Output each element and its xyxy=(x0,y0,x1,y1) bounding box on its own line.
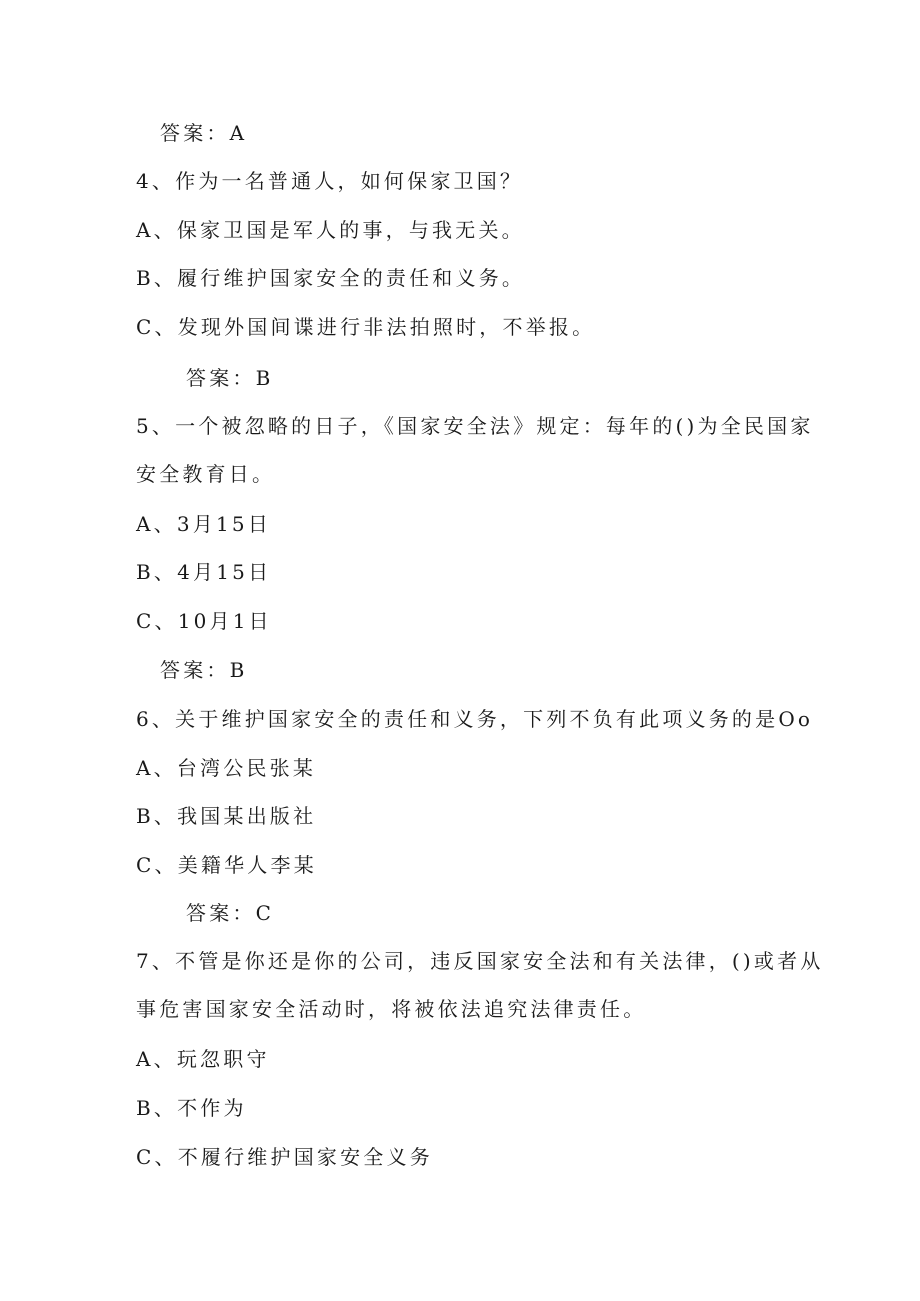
option-line: B、不作为 xyxy=(136,1096,247,1120)
option-line: C、发现外国间谍进行非法拍照时，不举报。 xyxy=(136,315,596,339)
option-line: A、保家卫国是军人的事，与我无关。 xyxy=(136,218,525,242)
option-line: B、4月15日 xyxy=(136,560,272,584)
question-7-continued: 事危害国家安全活动时，将被依法追究法律责任。 xyxy=(136,997,647,1021)
question-7: 7、不管是你还是你的公司，违反国家安全法和有关法律，()或者从 xyxy=(136,949,824,973)
option-line: C、10月1日 xyxy=(136,609,272,633)
answer-line: 答案：B xyxy=(160,658,248,682)
question-6: 6、关于维护国家安全的责任和义务，下列不负有此项义务的是Oo xyxy=(136,707,814,731)
answer-line: 答案：B xyxy=(186,366,274,390)
option-line: B、履行维护国家安全的责任和义务。 xyxy=(136,266,526,290)
answer-line: 答案：C xyxy=(186,901,275,925)
question-5: 5、一个被忽略的日子，《国家安全法》规定：每年的()为全民国家 xyxy=(136,414,814,438)
option-line: B、我国某出版社 xyxy=(136,804,317,828)
option-line: A、3月15日 xyxy=(136,512,272,536)
option-line: A、台湾公民张某 xyxy=(136,756,317,780)
answer-line: 答案：A xyxy=(160,121,248,145)
question-4: 4、作为一名普通人，如何保家卫国？ xyxy=(136,169,524,193)
option-line: A、玩忽职守 xyxy=(136,1047,270,1071)
option-line: C、美籍华人李某 xyxy=(136,853,317,877)
question-5-continued: 安全教育日。 xyxy=(136,462,276,486)
option-line: C、不履行维护国家安全义务 xyxy=(136,1145,433,1169)
